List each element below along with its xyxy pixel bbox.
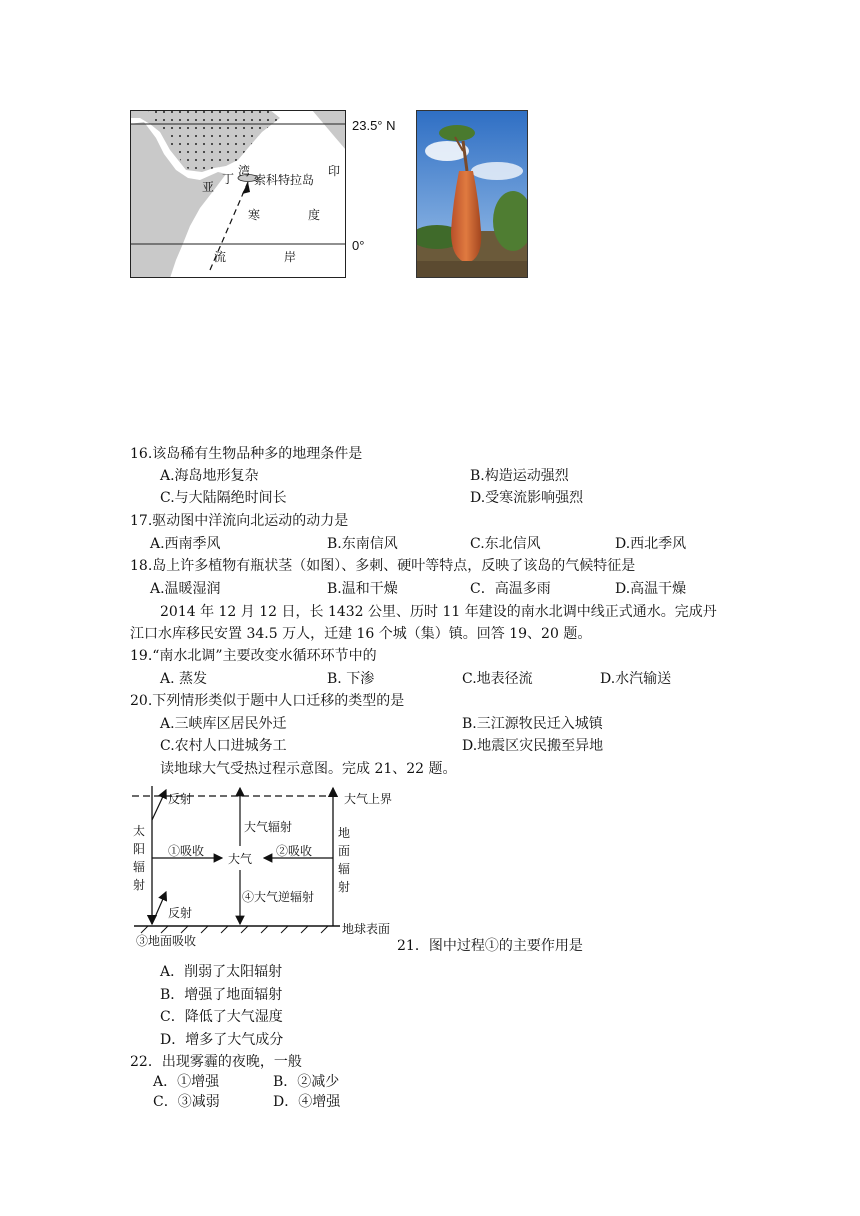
- q20-option-a: A.三峡库区居民外迁: [160, 716, 287, 732]
- q17-option-c: C.东北信风: [470, 536, 541, 552]
- solar-char-3: 辐: [133, 860, 146, 874]
- diagram-intro: 读地球大气受热过程示意图。完成 21、22 题。: [160, 761, 457, 777]
- q20-option-d: D.地震区灾民搬至异地: [462, 738, 604, 754]
- ground-char-4: 射: [338, 880, 351, 894]
- q16-option-b: B.构造运动强烈: [470, 468, 569, 484]
- atm-radiation-label: 大气辐射: [244, 820, 293, 834]
- coast-char: 岸: [284, 250, 297, 264]
- ground-char-3: 辐: [338, 862, 351, 876]
- solar-char-4: 射: [133, 878, 146, 892]
- q22-option-d: D．④增强: [273, 1094, 341, 1110]
- q18-option-b: B.温和干燥: [327, 581, 398, 597]
- gulf-char-1: 亚: [202, 180, 215, 194]
- ground-char-1: 地: [338, 826, 351, 840]
- atmosphere-label: 大气: [228, 852, 253, 866]
- q20-option-c: C.农村人口进城务工: [160, 738, 287, 754]
- q16-option-c: C.与大陆隔绝时间长: [160, 490, 287, 506]
- q20-stem: 20.下列情形类似于题中人口迁移的类型的是: [130, 693, 405, 709]
- latitude-label-23: 23.5° N: [352, 118, 396, 133]
- q21-option-b: B．增强了地面辐射: [160, 987, 283, 1003]
- passage-line-1: 2014 年 12 月 12 日，长 1432 公里、历时 11 年建设的南水北调中线正式通水。完成丹: [160, 604, 717, 620]
- india-char-1: 印: [328, 164, 341, 178]
- absorb-1-label: ①吸收: [168, 844, 205, 858]
- q18-option-d: D.高温干燥: [615, 581, 687, 597]
- reflect-top-label: 反射: [168, 792, 193, 806]
- q19-option-d: D.水汽输送: [600, 671, 672, 687]
- q19-stem: 19.“南水北调”主要改变水循环环节中的: [130, 648, 377, 664]
- counter-radiation-label: ④大气逆辐射: [242, 890, 315, 904]
- q17-stem: 17.驱动图中洋流向北运动的动力是: [130, 513, 349, 529]
- q16-option-a: A.海岛地形复杂: [160, 468, 259, 484]
- ground-char-2: 面: [338, 844, 351, 858]
- q21-option-d: D．增多了大气成分: [160, 1032, 284, 1048]
- passage-line-2: 江口水库移民安置 34.5 万人，迁建 16 个城（集）镇。回答 19、20 题。: [130, 626, 592, 642]
- q21-stem: 21．图中过程①的主要作用是: [397, 938, 583, 954]
- top-boundary-label: 大气上界: [344, 792, 393, 806]
- q22-stem: 22．出现雾霾的夜晚，一般: [130, 1054, 302, 1070]
- q17-option-b: B.东南信风: [327, 536, 398, 552]
- absorb-2-label: ②吸收: [276, 844, 313, 858]
- q18-option-a: A.温暖湿润: [150, 581, 221, 597]
- q19-option-c: C.地表径流: [462, 671, 533, 687]
- q19-option-b: B. 下渗: [327, 671, 375, 687]
- q22-option-c: C．③减弱: [153, 1094, 220, 1110]
- india-char-2: 度: [308, 208, 321, 222]
- solar-char-1: 太: [133, 824, 146, 838]
- reflect-bottom-label: 反射: [168, 906, 193, 920]
- q16-option-d: D.受寒流影响强烈: [470, 490, 584, 506]
- gulf-char-2: 丁: [222, 172, 235, 186]
- q21-option-a: A．削弱了太阳辐射: [160, 964, 283, 980]
- q20-option-b: B.三江源牧民迁入城镇: [462, 716, 603, 732]
- gulf-char-3: 湾: [238, 164, 251, 178]
- latitude-label-0: 0°: [352, 238, 365, 253]
- q17-option-a: A.西南季风: [150, 536, 221, 552]
- solar-char-2: 阳: [133, 842, 146, 856]
- q16-stem: 16.该岛稀有生物品种多的地理条件是: [130, 446, 363, 462]
- current-char-1: 寒: [248, 208, 261, 222]
- q18-stem: 18.岛上许多植物有瓶状茎（如图）、多刺、硬叶等特点，反映了该岛的气候特征是: [130, 558, 636, 574]
- map-graphic: [130, 110, 346, 278]
- q17-option-d: D.西北季风: [615, 536, 687, 552]
- q18-option-c: C．高温多雨: [470, 581, 551, 597]
- bottle-tree-photo: [416, 110, 528, 278]
- photo-graphic: [417, 111, 528, 278]
- q22-option-b: B．②减少: [273, 1074, 340, 1090]
- ground-absorb-label: ③地面吸收: [136, 934, 197, 948]
- surface-label: 地球表面: [342, 922, 391, 936]
- atmosphere-heating-diagram: [128, 784, 408, 950]
- socotra-map: [130, 110, 346, 278]
- current-char-2: 流: [214, 250, 227, 264]
- socotra-island-label: 索科特拉岛: [254, 173, 315, 187]
- q22-option-a: A．①增强: [153, 1074, 220, 1090]
- q21-option-c: C．降低了大气湿度: [160, 1009, 283, 1025]
- q19-option-a: A. 蒸发: [160, 671, 208, 687]
